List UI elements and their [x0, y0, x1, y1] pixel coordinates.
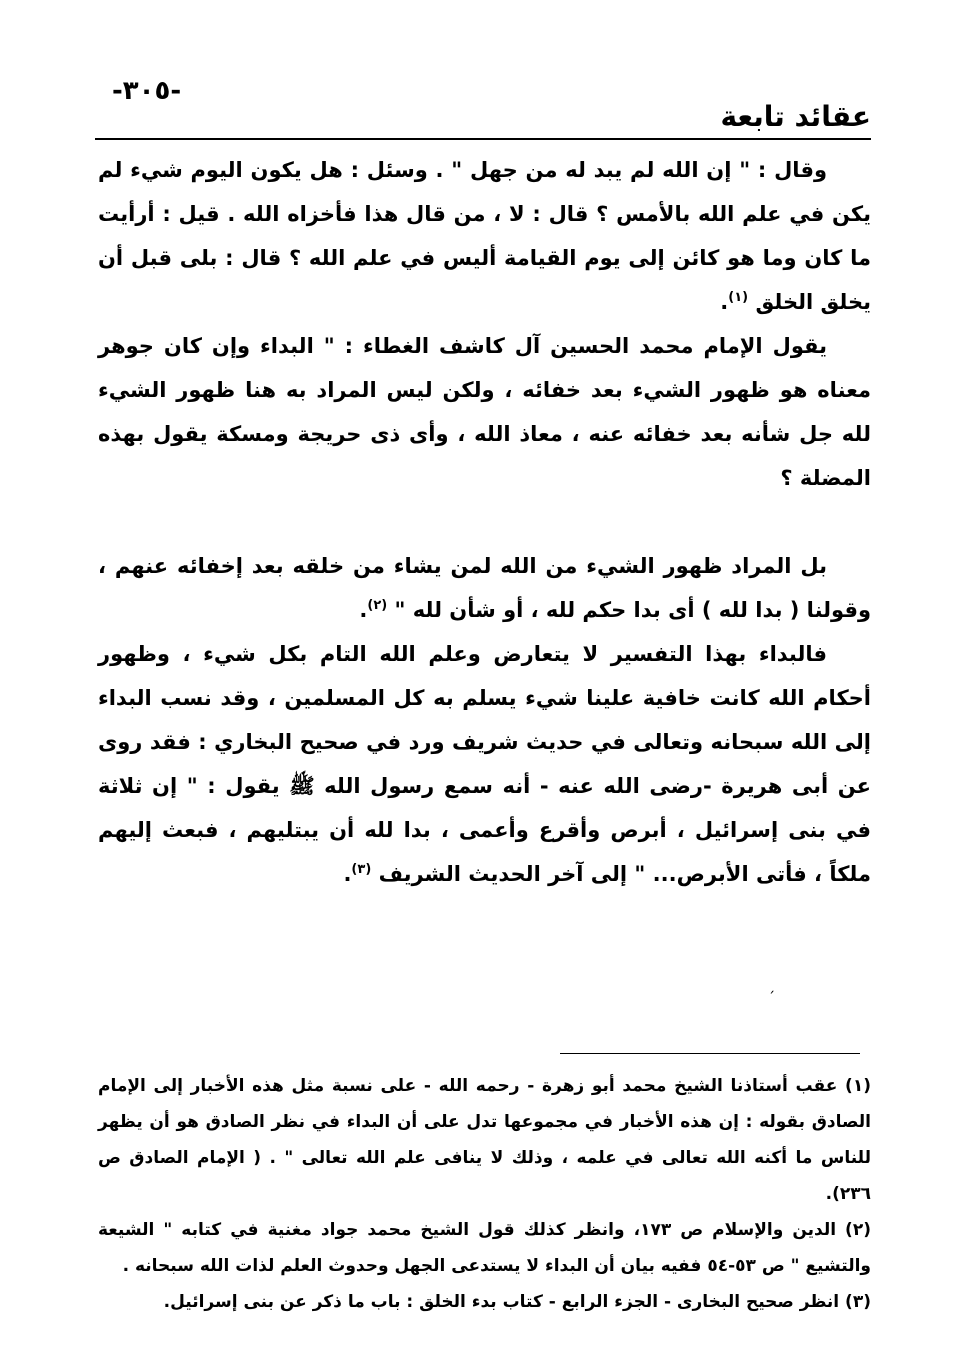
paragraph-end: .: [343, 862, 352, 886]
paragraph: [98, 324, 871, 500]
paragraph-text: فالبداء بهذا التفسير لا يتعارض وعلم الله التام بكل شيء ، وظهور أحكام الله كانت خافية علينا شيء يسلم به كل المسلمين ، وقد نسب البداء إلى الله سبحانه وتعالى في حديث شريف ورد في صحيح البخاري : فقد روى عن أبى هريرة -رضى الله عنه - أنه سمع رسول الله ﷺ يقول : " إن ثلاثة في بنى إسرائيل ، أبرص وأقرع وأعمى ، بدا لله أن يبتليهم ، فبعث إليهم ملكاً ، فأتى الأبرص... " إلى آخر الحديث الشريف: [98, 642, 871, 886]
body-text: [98, 148, 871, 896]
paragraph-end: .: [359, 598, 368, 622]
footnote: (٣) انظر صحيح البخارى - الجزء الرابع - كتاب بدء الخلق : باب ما ذكر عن بنى إسرائيل.: [163, 1292, 871, 1312]
footnote: (١) عقب أستاذنا الشيخ محمد أبو زهرة - رحمه الله - على نسبة مثل هذه الأخبار إلى الإمام الصادق بقوله : إن هذه الأخبار في مجموعها تدل على أن البداء في نظر الصادق هو أن يظهر للناس ما أكنه الله تعالى في علمه ، وذلك لا ينافى علم الله تعالى " . ( الإمام الصادق ص ٢٣٦).: [98, 1076, 871, 1204]
footnote-reference: (٢): [367, 598, 388, 613]
paragraph-text: يقول الإمام محمد الحسين آل كاشف الغطاء : " البداء وإن كان جوهر معناه هو ظهور الشيء بعد خفائه ، ولكن ليس المراد به هنا ظهور الشيء لله جل شأنه بعد خفائه عنه ، معاذ الله ، وأى ذى حريجة ومسكة يقول بهذه المضلة ؟: [98, 334, 871, 490]
paragraph-end: .: [720, 290, 729, 314]
footnote-reference: (٣): [351, 862, 372, 877]
paragraph: [98, 632, 871, 896]
footnote-reference: (١): [728, 290, 749, 305]
paragraph-text: بل المراد ظهور الشيء من الله لمن يشاء من خلقه بعد إخفائه عنهم ، وقولنا ( بدا لله ) أى بدا حكم لله ، أو شأن لله ": [98, 554, 871, 622]
footnote: (٢) الدين والإسلام ص ١٧٣، وانظر كذلك قول الشيخ محمد جواد مغنية في كتابه " الشيعة والتشيع " ص ٥٣-٥٤ ففيه بيان أن البداء لا يستدعى الجهل وحدوث العلم لذات الله سبحانه .: [98, 1220, 871, 1276]
header-rule: [95, 138, 871, 140]
page-number: -٣٠٥-: [112, 76, 182, 106]
paragraph: [98, 148, 871, 324]
footnotes: [98, 1068, 871, 1320]
stray-mark: ˏ: [768, 978, 775, 994]
paragraph-text: وقال : " إن الله لم يبد له من جهل " . وسئل : هل يكون اليوم شيء لم يكن في علم الله بالأمس ؟ قال : لا ، من قال هذا فأخزاه الله . قيل : أرأيت ما كان وما هو كائن إلى يوم القيامة أليس في علم الله ؟ قال : بلى قبل أن يخلق الخلق: [98, 158, 871, 314]
running-title: عقائد تابعة: [720, 100, 871, 133]
paragraph: [98, 544, 871, 632]
footnote-separator: [560, 1053, 860, 1054]
